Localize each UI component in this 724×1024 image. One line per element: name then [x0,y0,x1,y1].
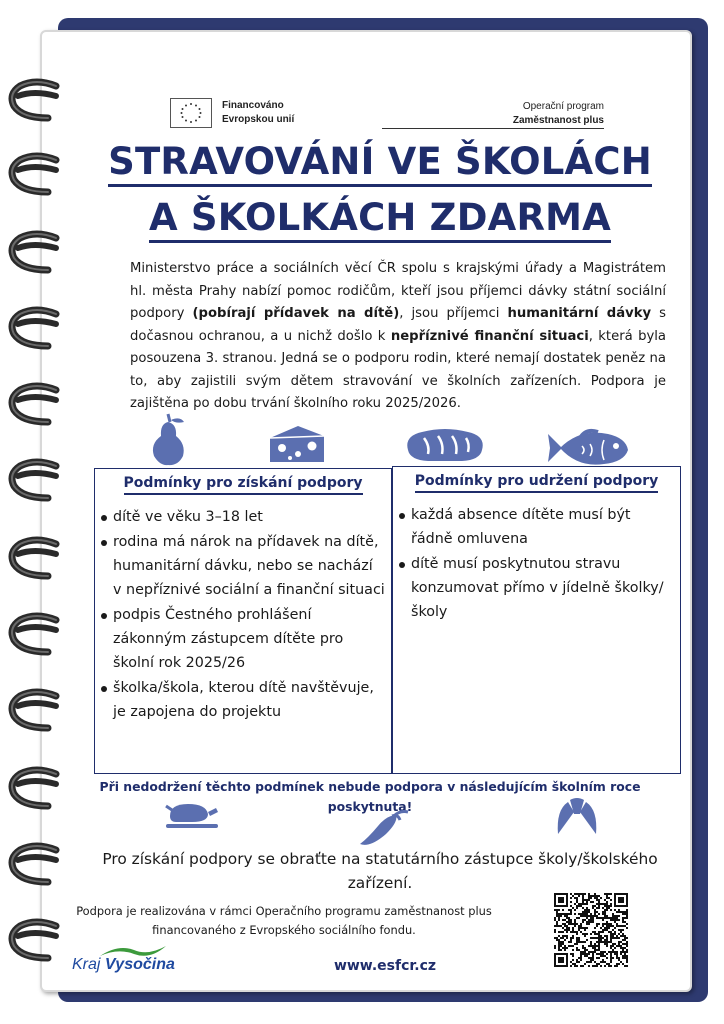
conditions-keep-box [392,466,681,774]
spiral-ring-icon [6,306,70,352]
conditions-keep-title-text: Podmínky pro udržení podpory [415,473,659,493]
header-divider [382,128,604,129]
operational-programme-label [513,100,604,128]
eu-label-line2: Evropskou unií [222,114,295,125]
title-text-1: STRAVOVÁNÍ VE ŠKOLÁCH [108,140,652,187]
intro-paragraph [130,258,666,416]
pepper-icon [356,808,412,852]
op-label-line2: Zaměstnanost plus [512,115,604,126]
intro-bold: (pobírají přídavek na dítě) [192,306,400,321]
spiral-ring-icon [6,458,70,504]
page-title-line1 [60,140,700,183]
bread-icon [402,428,488,468]
kraj-word: Kraj [72,956,101,973]
conditions-get-title [95,475,391,491]
title-text-2: A ŠKOLKÁCH ZDARMA [149,196,611,243]
op-label-line1: Operační program [522,101,604,112]
intro-text: , jsou příjemci [399,306,508,321]
conditions-get-title-text: Podmínky pro získání podpory [124,475,363,495]
intro-text: s dočasnou ochranou, a u nichž došlo k [130,306,666,344]
pear-icon [146,410,190,470]
list-item: dítě musí poskytnutou stravu konzumovat přímo v jídelně školky/školy [397,552,672,624]
eu-funding-label [222,99,294,127]
conditions-keep-title [393,473,680,489]
spiral-ring-icon [6,536,70,582]
spiral-ring-icon [6,382,70,428]
contact-text: Pro získání podpory se obraťte na statutárního zástupce školy/školského zařízení. [102,850,658,892]
list-item: rodina má nárok na přídavek na dítě, humanitární dávku, nebo se nachází v nepříznivé sociální a finanční situaci [99,530,385,602]
conditions-get-box [94,468,392,774]
kraj-logo-text [72,956,175,974]
chicken-icon [162,798,222,836]
qr-code-icon[interactable] [554,893,628,967]
spiral-ring-icon [6,78,70,124]
intro-bold: nepříznivé finanční situaci [390,328,589,344]
list-item: školka/škola, kterou dítě navštěvuje, je zapojena do projektu [99,676,385,724]
spiral-ring-icon [6,766,70,812]
intro-text: , která byla posouzena 3. stranou. Jedná se o podporu rodin, které nemají dostatek peněz na to, aby zajistili svým dětem stravování ve školních zařízeních. Podpora je zajištěna po dobu trvání školního roku 2025/2026. [130,328,666,411]
kraj-vysocina-logo [72,942,202,982]
spiral-ring-icon [6,612,70,658]
croissant-icon [554,796,600,842]
list-item: dítě ve věku 3–18 let [99,505,385,529]
website-link[interactable]: www.esfcr.cz [333,958,437,974]
eu-label-line1: Financováno [222,100,284,111]
intro-text: Ministerstvo práce a sociálních věcí ČR spolu s krajskými úřady a Magistrátem hl. města Prahy nabízí pomoc rodičům, kteří jsou příjemci dávky státní sociální podpory [130,261,666,321]
list-item: podpis Čestného prohlášení zákonným zástupcem dítěte pro školní rok 2025/26 [99,603,385,675]
list-item: každá absence dítěte musí být řádně omluvena [397,503,672,551]
warning-text: Při nedodržení těchto podmínek nebude podpora v následujícím školním roce poskytnuta! [99,779,641,814]
cheese-icon [268,424,326,468]
spiral-ring-icon [6,842,70,888]
funding-note: Podpora je realizována v rámci Operačního programu zaměstnanost plus financovaného z Evropského sociálního fondu. [76,904,492,937]
eu-flag-icon [170,98,212,128]
intro-bold: humanitární dávky [507,306,652,321]
vysocina-word: Vysočina [104,956,175,973]
page-title-line2 [60,196,700,239]
conditions-get-list [95,505,391,724]
conditions-keep-list [393,503,680,624]
spiral-ring-icon [6,688,70,734]
